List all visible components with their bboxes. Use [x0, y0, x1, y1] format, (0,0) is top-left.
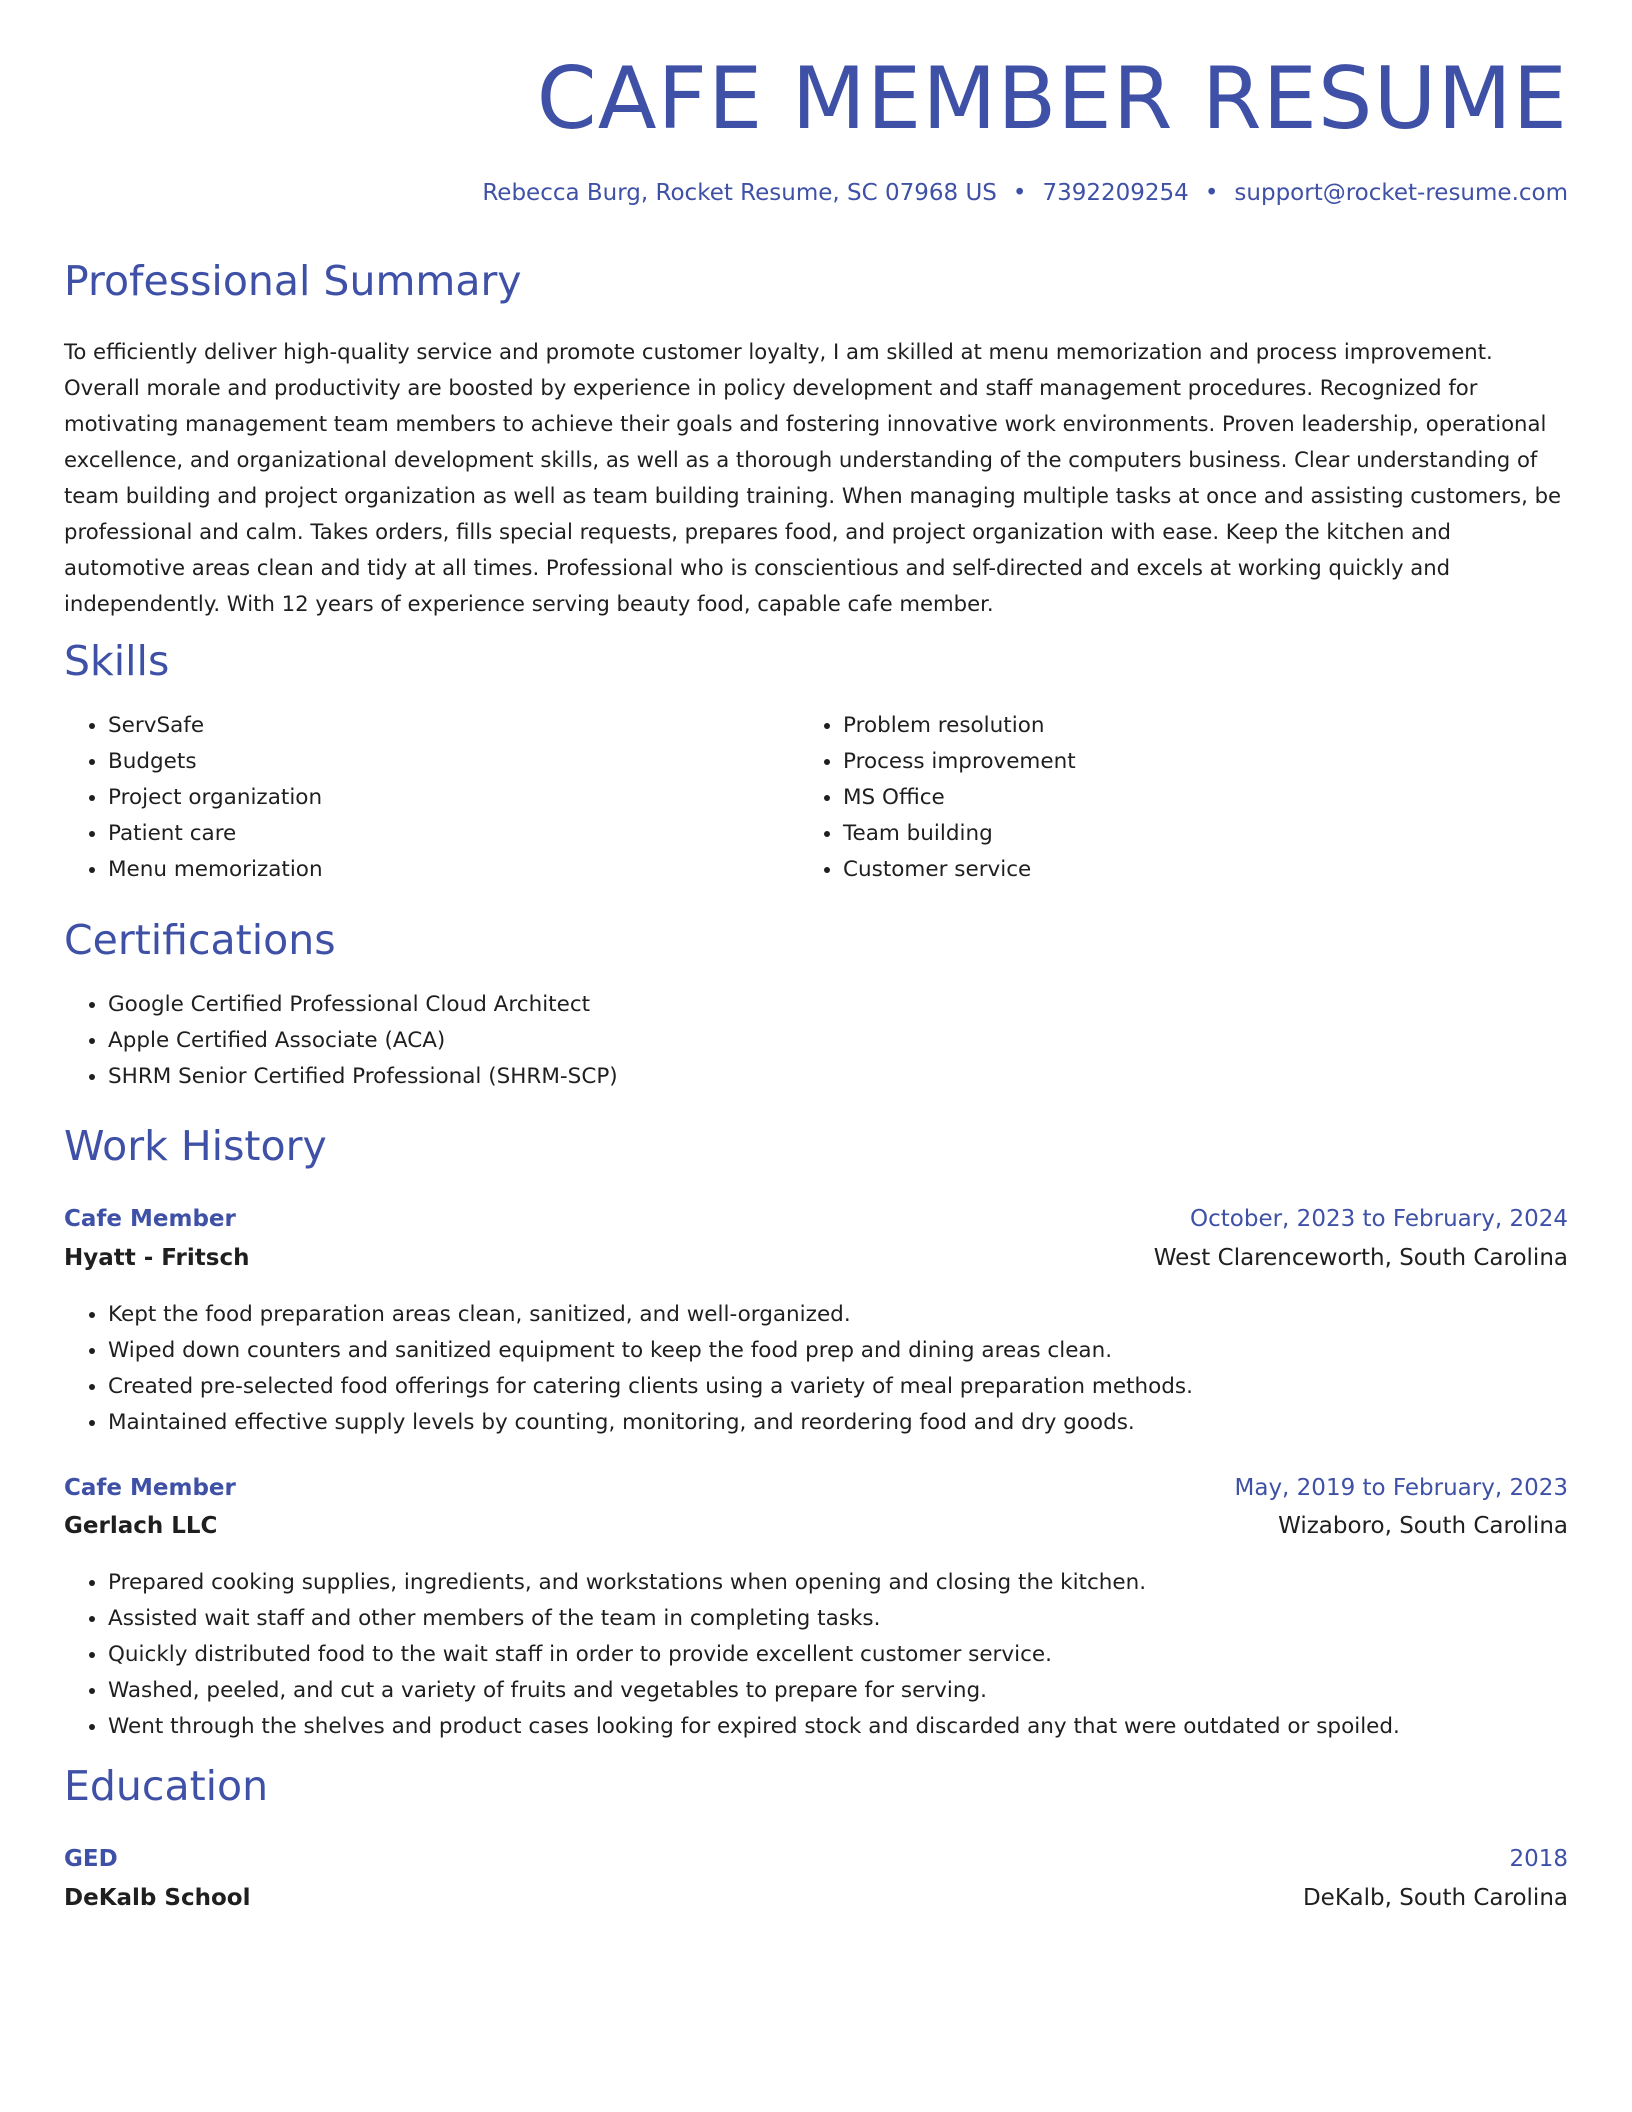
job-location: West Clarenceworth, South Carolina: [1153, 1245, 1568, 1271]
job-company-row: [64, 1513, 1568, 1539]
job-title: Cafe Member: [64, 1475, 236, 1501]
job-bullet: • Quickly distributed food to the wait staff in order to provide excellent customer service.: [108, 1637, 1568, 1673]
education-location: DeKalb, South Carolina: [1302, 1885, 1568, 1911]
certification-item: • SHRM Senior Certified Professional (SHRM-SCP): [108, 1059, 1568, 1095]
job-title: Cafe Member: [64, 1206, 236, 1232]
skills-list-left: [64, 708, 808, 888]
job-bullets: [64, 1297, 1568, 1441]
contact-line: [482, 180, 1568, 206]
skill-item: • Problem resolution: [843, 708, 1543, 744]
job-bullets: [64, 1565, 1568, 1745]
contact-phone: 7392209254: [1042, 180, 1189, 206]
job-company: Gerlach LLC: [64, 1513, 218, 1539]
contact-address: Rebecca Burg, Rocket Resume, SC 07968 US: [482, 180, 997, 206]
job-bullet: • Kept the food preparation areas clean, sanitized, and well-organized.: [108, 1297, 1568, 1333]
skill-item: • Menu memorization: [108, 852, 808, 888]
summary-heading: Professional Summary: [64, 257, 522, 305]
job-dates: May, 2019 to February, 2023: [1234, 1475, 1568, 1501]
job-header-row: [64, 1206, 1568, 1232]
skill-item: • Patient care: [108, 816, 808, 852]
contact-separator: •: [1204, 180, 1219, 206]
resume-title: CAFE MEMBER RESUME: [536, 49, 1568, 149]
summary-text: To efficiently deliver high-quality service and promote customer loyalty, I am skilled at menu memorization and process improvement. Overall morale and productivity are boosted by experience in policy development and staff management procedures. Recognized for motivating management team members to achieve their goals and fostering innovative work environments. Proven leadership, operational excellence, and organizational development skills, as well as a thorough understanding of the computers business. Clear understanding of team building and project organization as well as team building training. When managing multiple tasks at once and assisting customers, be professional and calm. Takes orders, fills special requests, prepares food, and project organization with ease. Keep the kitchen and automotive areas clean and tidy at all times. Professional who is conscientious and self-directed and excels at working quickly and independently. With 12 years of experience serving beauty food, capable cafe member.: [64, 339, 1562, 616]
job-bullet: • Created pre-selected food offerings for catering clients using a variety of meal preparation methods.: [108, 1369, 1568, 1405]
skill-item: • Project organization: [108, 780, 808, 816]
job-bullet: • Maintained effective supply levels by counting, monitoring, and reordering food and dry goods.: [108, 1405, 1568, 1441]
education-school: DeKalb School: [64, 1885, 251, 1911]
education-header-row: [64, 1846, 1568, 1872]
job-company-row: [64, 1245, 1568, 1271]
job-header-row: [64, 1475, 1568, 1501]
certifications-list: [64, 987, 1568, 1095]
job-company: Hyatt - Fritsch: [64, 1245, 250, 1271]
skill-item: • Budgets: [108, 744, 808, 780]
skill-item: • Process improvement: [843, 744, 1543, 780]
job-bullet: • Washed, peeled, and cut a variety of fruits and vegetables to prepare for serving.: [108, 1673, 1568, 1709]
education-degree: GED: [64, 1846, 118, 1872]
certification-item: • Google Certified Professional Cloud Architect: [108, 987, 1568, 1023]
skill-item: • MS Office: [843, 780, 1543, 816]
job-bullet: • Assisted wait staff and other members of the team in completing tasks.: [108, 1601, 1568, 1637]
work-history-heading: Work History: [64, 1122, 327, 1170]
job-bullet: • Wiped down counters and sanitized equipment to keep the food prep and dining areas clean.: [108, 1333, 1568, 1369]
education-heading: Education: [64, 1762, 269, 1810]
education-school-row: [64, 1885, 1568, 1911]
job-bullet: • Went through the shelves and product cases looking for expired stock and discarded any that were outdated or spoiled.: [108, 1709, 1568, 1745]
skill-item: • Team building: [843, 816, 1543, 852]
education-year: 2018: [1509, 1846, 1568, 1872]
job-bullet: • Prepared cooking supplies, ingredients, and workstations when opening and closing the kitchen.: [108, 1565, 1568, 1601]
job-dates: October, 2023 to February, 2024: [1190, 1206, 1568, 1232]
skill-item: • ServSafe: [108, 708, 808, 744]
certifications-heading: Certifications: [64, 916, 336, 964]
contact-email[interactable]: support@rocket-resume.com: [1234, 180, 1568, 206]
skills-list-right: [799, 708, 1543, 888]
skill-item: • Customer service: [843, 852, 1543, 888]
contact-separator: •: [1012, 180, 1027, 206]
job-location: Wizaboro, South Carolina: [1278, 1513, 1568, 1539]
certification-item: • Apple Certified Associate (ACA): [108, 1023, 1568, 1059]
skills-heading: Skills: [64, 637, 170, 685]
